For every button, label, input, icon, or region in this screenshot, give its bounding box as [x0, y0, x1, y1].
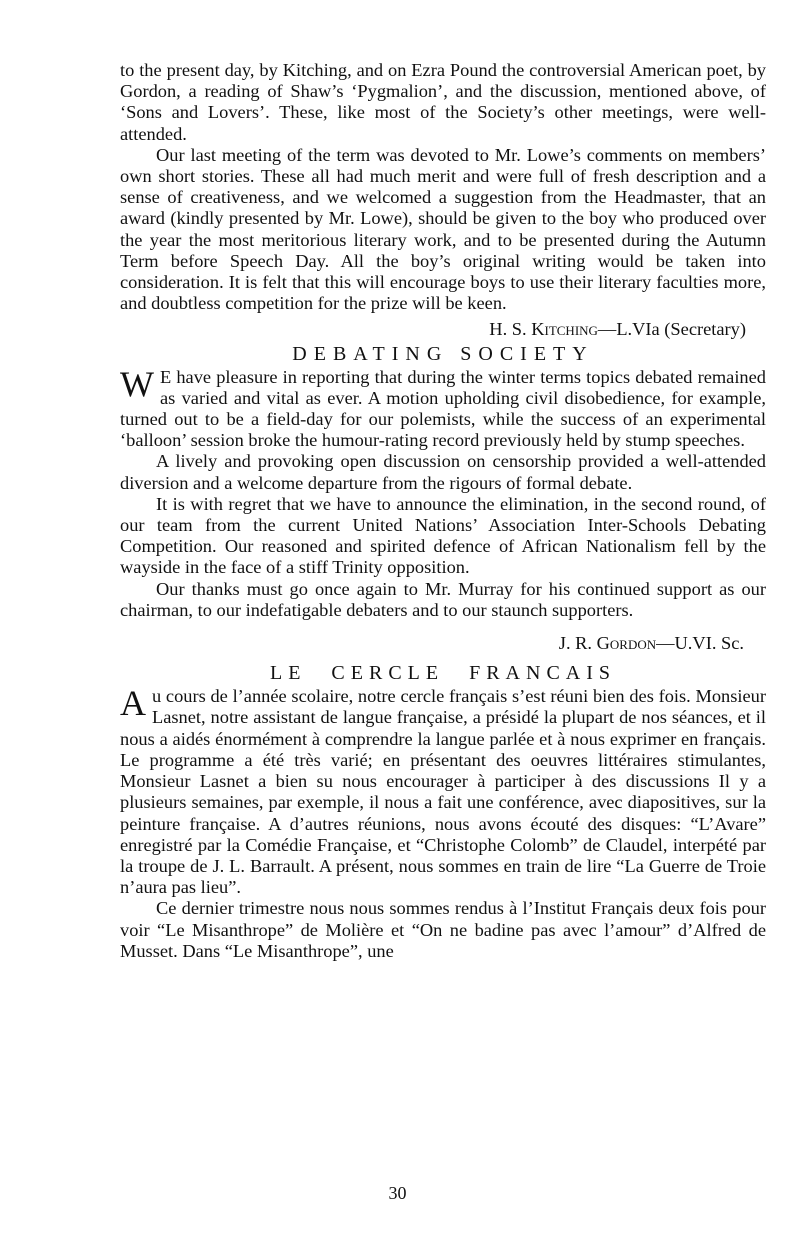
cercle-francais-section [120, 660, 766, 962]
page-number: 30 [388, 1183, 407, 1203]
signature-name: Kitching [531, 319, 598, 340]
paragraph: A lively and provoking open discussion on censorship provided a well-attended diversion and a welcome departure from the rigours of formal debate. [120, 451, 766, 493]
paragraph-text: u cours de l’année scolaire, notre cercle français s’est réuni bien des fois. Monsieur Lasnet, notre assistant de langue française, a présidé la plupart de nos séances, et il nous a aidés énormément à comprendre la langue parlée et à nous exprimer en français. Le programme a été très varié; en présentant des oeuvres littéraires stimulantes, Monsieur Lasnet a bien su nous encourager à participer à des discussions Il y a plusieurs semaines, par exemple, il nous a fait une conférence, avec diapositives, sur la peinture française. A d’autres réunions, nous avons écouté des disques: “L’Avare” enregistré par la Comédie Française, et “Christophe Colomb” de Claudel, interpété par la troupe de J. L. Barrault. A présent, nous sommes en train de lire “La Guerre de Troie n’aura pas lieu”. [120, 686, 766, 898]
paragraph: to the present day, by Kitching, and on Ezra Pound the controversial American poet, by Gordon, a reading of Shaw’s ‘Pygmalion’, and the discussion, mentioned above, of ‘Sons and Lovers’. These, like most of the Society’s other meetings, were well-attended. [120, 60, 766, 144]
paragraph: It is with regret that we have to announce the elimination, in the second round, of our team from the current United Nations’ Association Inter-Schools Debating Competition. Our reasoned and spirited defence of African Nationalism fell by the wayside in the face of a stiff Trinity opposition. [120, 493, 766, 578]
signature [120, 319, 746, 340]
signature-initials: J. R. [558, 633, 597, 654]
paragraph: Our thanks must go once again to Mr. Murray for his continued support as our chairman, to our indefatigable debaters and to our staunch supporters. [120, 578, 766, 620]
signature-initials: H. S. [489, 319, 532, 340]
signature [120, 633, 744, 654]
debating-society-section [120, 341, 766, 655]
paragraph: Ce dernier trimestre nous nous sommes rendus à l’Institut Français deux fois pour voir “Le Misanthrope” de Molière et “On ne badine pas avec l’amour” d’Alfred de Musset. Dans “Le Misanthrope”, une [120, 898, 766, 961]
signature-role: —U.VI. Sc. [656, 633, 744, 654]
drop-cap: W [120, 363, 154, 404]
paragraph: Our last meeting of the term was devoted to Mr. Lowe’s comments on members’ own short stories. These all had much merit and were full of fresh description and a sense of creativeness, and we welcomed a suggestion from the Headmaster, that an award (kindly presented by Mr. Lowe), should be given to the boy who produced over the year the most meritorious literary work, and to be presented during the Autumn Term before Speech Day. All the boy’s original writing would be taken into consideration. It is felt that this will encourage boys to use their literary faculties more, and doubtless competition for the prize will be keen. [120, 144, 766, 314]
paragraph-text: E have pleasure in reporting that during the winter terms topics debated remained as varied and vital as ever. A motion upholding civil disobedience, for example, turned out to be a field-day for our polemists, while the success of an experimental ‘balloon’ session broke the humour-rating record previously held by stump speeches. [120, 366, 766, 451]
paragraph [120, 363, 766, 452]
drop-cap: A [120, 683, 146, 724]
literary-society-section [120, 60, 766, 341]
paragraph [120, 683, 766, 898]
page-content [120, 60, 766, 962]
section-heading: LE CERCLE FRANCAIS [269, 662, 617, 685]
section-heading: DEBATING SOCIETY [292, 342, 594, 365]
signature-name: Gordon [596, 633, 657, 654]
signature-role: —L.VIa (Secretary) [597, 319, 746, 340]
